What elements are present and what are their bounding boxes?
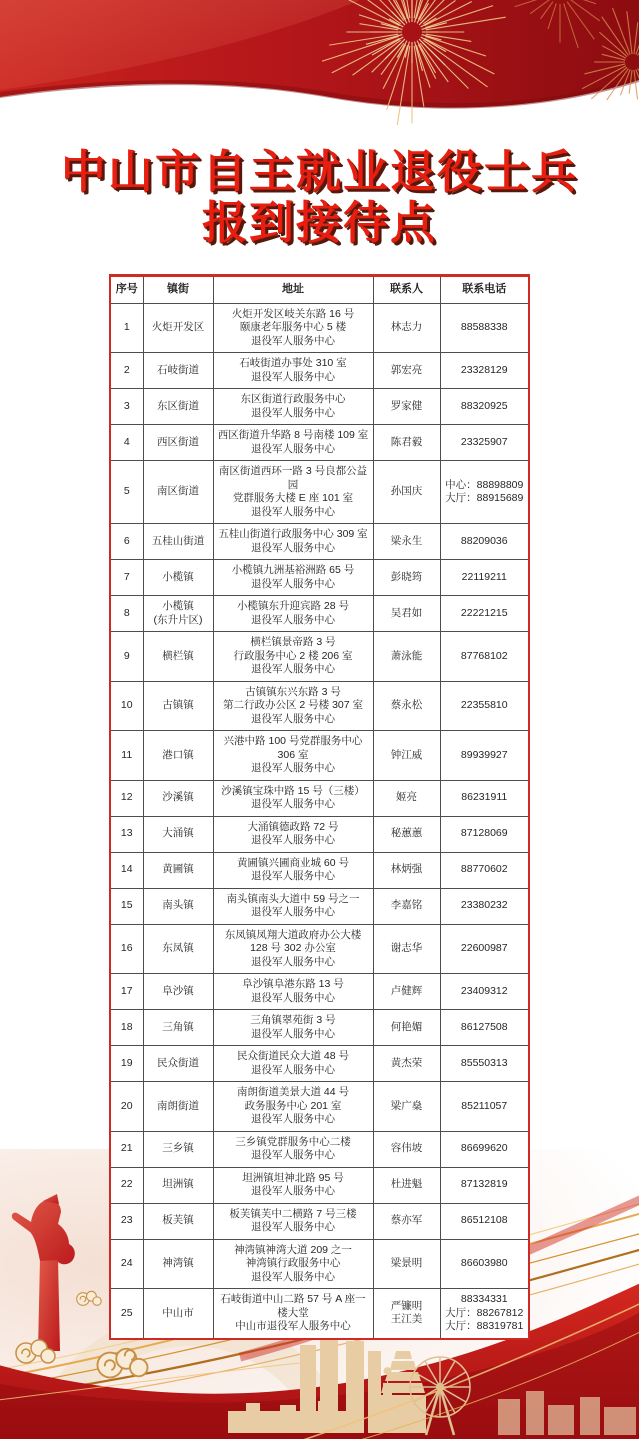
cell-phone: 23328129 (440, 353, 529, 389)
cell-town: 神湾镇 (143, 1239, 213, 1289)
table-row (110, 1046, 529, 1082)
cell-town: 大涌镇 (143, 816, 213, 852)
cell-contact: 卢健辉 (373, 974, 440, 1010)
cell-no: 15 (110, 888, 143, 924)
cell-contact: 郭宏亮 (373, 353, 440, 389)
table-row (110, 924, 529, 974)
cell-phone: 86699620 (440, 1131, 529, 1167)
page-title (0, 0, 639, 248)
cell-address: 火炬开发区岐关东路 16 号 颐康老年服务中心 5 楼 退役军人服务中心 (213, 303, 373, 353)
cell-no: 6 (110, 524, 143, 560)
cell-town: 中山市 (143, 1289, 213, 1339)
cell-no: 2 (110, 353, 143, 389)
cell-address: 黄圃镇兴圃商业城 60 号 退役军人服务中心 (213, 852, 373, 888)
cell-contact: 谢志华 (373, 924, 440, 974)
cell-contact: 蔡亦军 (373, 1203, 440, 1239)
cell-town: 石岐街道 (143, 353, 213, 389)
cell-address: 民众街道民众大道 48 号 退役军人服务中心 (213, 1046, 373, 1082)
cell-no: 16 (110, 924, 143, 974)
table-row (110, 461, 529, 524)
cell-contact: 林志力 (373, 303, 440, 353)
page-title-line1: 中山市自主就业退役士兵 (60, 145, 578, 198)
table-row (110, 974, 529, 1010)
table-row (110, 731, 529, 781)
header-contact: 联系人 (373, 276, 440, 304)
cell-phone: 88770602 (440, 852, 529, 888)
cell-phone: 88320925 (440, 389, 529, 425)
cell-address: 横栏镇景帝路 3 号 行政服务中心 2 楼 206 室 退役军人服务中心 (213, 632, 373, 682)
cell-town: 小榄镇 (143, 560, 213, 596)
cell-town: 火炬开发区 (143, 303, 213, 353)
table-header-row (110, 276, 529, 304)
cell-address: 神湾镇神湾大道 209 之一 神湾镇行政服务中心 退役军人服务中心 (213, 1239, 373, 1289)
cell-phone: 22221215 (440, 596, 529, 632)
cell-phone: 23380232 (440, 888, 529, 924)
cell-contact: 林炳强 (373, 852, 440, 888)
cell-phone: 87128069 (440, 816, 529, 852)
cell-no: 17 (110, 974, 143, 1010)
cell-address: 板芙镇芙中二横路 7 号三楼 退役军人服务中心 (213, 1203, 373, 1239)
table-row (110, 681, 529, 731)
cell-contact: 梁永生 (373, 524, 440, 560)
table-row (110, 1239, 529, 1289)
cell-phone: 86512108 (440, 1203, 529, 1239)
table-row (110, 816, 529, 852)
cell-phone: 23409312 (440, 974, 529, 1010)
cell-address: 西区街道升华路 8 号南楼 109 室 退役军人服务中心 (213, 425, 373, 461)
cell-contact: 何艳媚 (373, 1010, 440, 1046)
cell-address: 古镇镇东兴东路 3 号 第二行政办公区 2 号楼 307 室 退役军人服务中心 (213, 681, 373, 731)
page-title-line2: 报到接待点 (201, 196, 437, 249)
cell-town: 南头镇 (143, 888, 213, 924)
cell-contact: 萧泳能 (373, 632, 440, 682)
table-row (110, 389, 529, 425)
cell-address: 大涌镇德政路 72 号 退役军人服务中心 (213, 816, 373, 852)
cell-no: 24 (110, 1239, 143, 1289)
cell-address: 石岐街道中山二路 57 号 A 座一楼大堂 中山市退役军人服务中心 (213, 1289, 373, 1339)
header-phone: 联系电话 (440, 276, 529, 304)
cell-address: 东凤镇凤翔大道政府办公大楼 128 号 302 办公室 退役军人服务中心 (213, 924, 373, 974)
cell-address: 石岐街道办事处 310 室 退役军人服务中心 (213, 353, 373, 389)
reception-table (109, 274, 530, 1340)
cell-phone: 86127508 (440, 1010, 529, 1046)
cell-phone: 89939927 (440, 731, 529, 781)
cell-contact: 彭晓筠 (373, 560, 440, 596)
cell-contact: 钟江威 (373, 731, 440, 781)
cell-contact: 严镰明 王江美 (373, 1289, 440, 1339)
cell-town: 南区街道 (143, 461, 213, 524)
cell-town: 古镇镇 (143, 681, 213, 731)
cell-phone: 88209036 (440, 524, 529, 560)
table-row (110, 888, 529, 924)
cell-no: 8 (110, 596, 143, 632)
cell-contact: 孙国庆 (373, 461, 440, 524)
cell-no: 4 (110, 425, 143, 461)
table-row (110, 1082, 529, 1132)
cell-no: 12 (110, 780, 143, 816)
cell-town: 南朗街道 (143, 1082, 213, 1132)
header-town: 镇街 (143, 276, 213, 304)
cell-address: 三角镇翠苑街 3 号 退役军人服务中心 (213, 1010, 373, 1046)
header-no: 序号 (110, 276, 143, 304)
cell-contact: 梁景明 (373, 1239, 440, 1289)
cell-contact: 姬亮 (373, 780, 440, 816)
cell-town: 黄圃镇 (143, 852, 213, 888)
cell-phone: 85550313 (440, 1046, 529, 1082)
cell-town: 三乡镇 (143, 1131, 213, 1167)
cell-address: 坦洲镇坦神北路 95 号 退役军人服务中心 (213, 1167, 373, 1203)
cell-no: 20 (110, 1082, 143, 1132)
cell-no: 22 (110, 1167, 143, 1203)
table-row (110, 780, 529, 816)
cell-address: 小榄镇九洲基裕洲路 65 号 退役军人服务中心 (213, 560, 373, 596)
cell-address: 南区街道西环一路 3 号良都公益园 党群服务大楼 E 座 101 室 退役军人服务中心 (213, 461, 373, 524)
cell-no: 19 (110, 1046, 143, 1082)
table-row (110, 1010, 529, 1046)
table-row (110, 353, 529, 389)
header-address: 地址 (213, 276, 373, 304)
cell-address: 小榄镇东升迎宾路 28 号 退役军人服务中心 (213, 596, 373, 632)
cell-town: 东凤镇 (143, 924, 213, 974)
cell-no: 13 (110, 816, 143, 852)
cell-contact: 罗家健 (373, 389, 440, 425)
cell-no: 9 (110, 632, 143, 682)
cell-contact: 黄杰荣 (373, 1046, 440, 1082)
cell-town: 坦洲镇 (143, 1167, 213, 1203)
table-row (110, 1289, 529, 1339)
cell-no: 21 (110, 1131, 143, 1167)
cell-contact: 秘蕙蕙 (373, 816, 440, 852)
cell-address: 东区街道行政服务中心 退役军人服务中心 (213, 389, 373, 425)
cell-phone: 88334331 大厅：88267812 大厅：88319781 (440, 1289, 529, 1339)
cell-town: 东区街道 (143, 389, 213, 425)
cell-address: 南头镇南头大道中 59 号之一 退役军人服务中心 (213, 888, 373, 924)
cell-no: 11 (110, 731, 143, 781)
cell-phone: 22600987 (440, 924, 529, 974)
cell-contact: 梁广燊 (373, 1082, 440, 1132)
cell-town: 三角镇 (143, 1010, 213, 1046)
cell-phone: 22119211 (440, 560, 529, 596)
cell-contact: 吴君如 (373, 596, 440, 632)
cell-address: 兴港中路 100 号党群服务中心 306 室 退役军人服务中心 (213, 731, 373, 781)
cell-contact: 陈君毅 (373, 425, 440, 461)
cell-phone: 87132819 (440, 1167, 529, 1203)
cell-address: 沙溪镇宝珠中路 15 号（三楼） 退役军人服务中心 (213, 780, 373, 816)
cell-no: 23 (110, 1203, 143, 1239)
cell-no: 5 (110, 461, 143, 524)
cell-no: 3 (110, 389, 143, 425)
cell-phone: 86231911 (440, 780, 529, 816)
cell-town: 阜沙镇 (143, 974, 213, 1010)
table-row (110, 425, 529, 461)
cell-town: 板芙镇 (143, 1203, 213, 1239)
cell-town: 沙溪镇 (143, 780, 213, 816)
cell-address: 阜沙镇阜港东路 13 号 退役军人服务中心 (213, 974, 373, 1010)
cell-no: 25 (110, 1289, 143, 1339)
cell-town: 小榄镇 (东升片区) (143, 596, 213, 632)
cell-contact: 杜进魁 (373, 1167, 440, 1203)
cell-address: 南朗街道美景大道 44 号 政务服务中心 201 室 退役军人服务中心 (213, 1082, 373, 1132)
cell-phone: 85211057 (440, 1082, 529, 1132)
cell-phone: 中心：88898809 大厅：88915689 (440, 461, 529, 524)
table-wrap (109, 274, 530, 1340)
table-row (110, 1167, 529, 1203)
cell-town: 西区街道 (143, 425, 213, 461)
cell-phone: 87768102 (440, 632, 529, 682)
cell-contact: 李嘉铭 (373, 888, 440, 924)
table-row (110, 596, 529, 632)
cell-phone: 86603980 (440, 1239, 529, 1289)
cell-no: 18 (110, 1010, 143, 1046)
cell-address: 五桂山街道行政服务中心 309 室 退役军人服务中心 (213, 524, 373, 560)
table-row (110, 524, 529, 560)
table-header (110, 276, 529, 304)
table-row (110, 852, 529, 888)
cell-address: 三乡镇党群服务中心二楼 退役军人服务中心 (213, 1131, 373, 1167)
cell-town: 港口镇 (143, 731, 213, 781)
cell-phone: 22355810 (440, 681, 529, 731)
table-body (110, 303, 529, 1339)
table-row (110, 1203, 529, 1239)
cell-town: 横栏镇 (143, 632, 213, 682)
cell-no: 1 (110, 303, 143, 353)
cell-contact: 容伟坡 (373, 1131, 440, 1167)
cell-phone: 23325907 (440, 425, 529, 461)
cell-town: 五桂山街道 (143, 524, 213, 560)
cell-no: 7 (110, 560, 143, 596)
cell-no: 14 (110, 852, 143, 888)
table-row (110, 1131, 529, 1167)
table-row (110, 632, 529, 682)
cell-town: 民众街道 (143, 1046, 213, 1082)
table-row (110, 560, 529, 596)
cell-phone: 88588338 (440, 303, 529, 353)
cell-contact: 蔡永松 (373, 681, 440, 731)
cell-no: 10 (110, 681, 143, 731)
table-row (110, 303, 529, 353)
